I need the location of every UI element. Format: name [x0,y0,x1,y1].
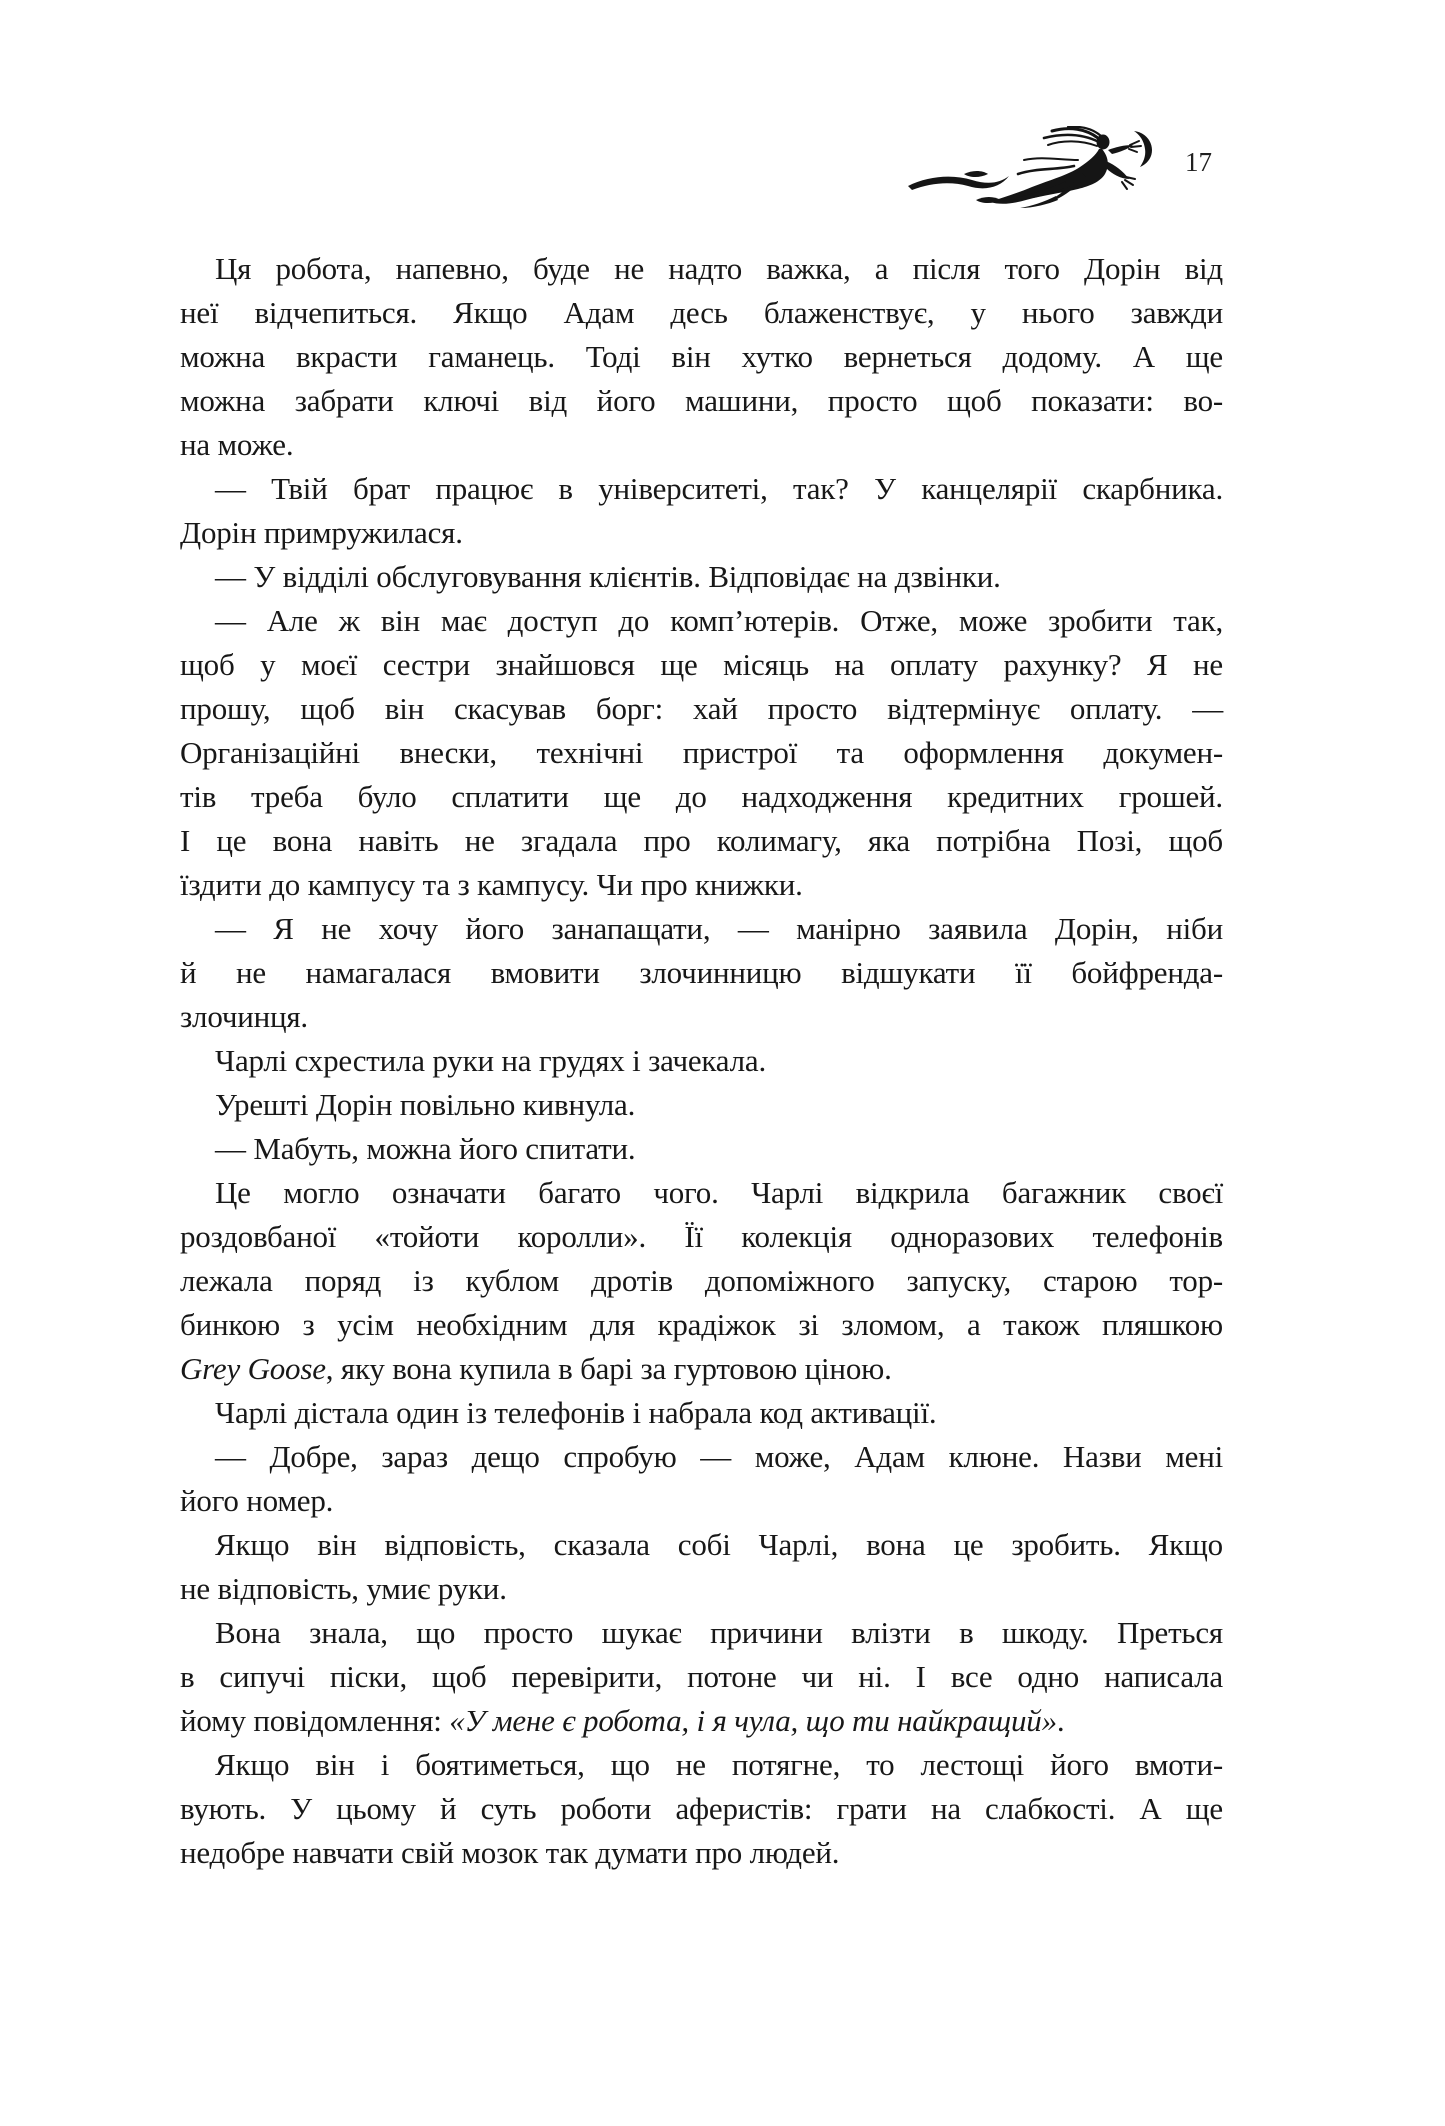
text-line [180,1743,1223,1787]
text-run: йому повідомлення: [180,1703,450,1738]
text-run: Чарлі дістала один із телефонів і набрала код активації. [215,1395,937,1430]
text-run: Це могло означати багато чого. Чарлі відкрила багажник своєї [215,1175,1223,1210]
text-line [180,1831,1223,1875]
text-run: в сипучі піски, щоб перевірити, потоне чи ні. І все одно написала [180,1659,1223,1694]
text-line [180,863,1223,907]
text-run: неї відчепиться. Якщо Адам десь блаженствує, у нього завжди [180,295,1223,330]
text-run: можна вкрасти гаманець. Тоді він хутко вернеться додому. А ще [180,339,1223,374]
text-run: не відповість, умиє руки. [180,1571,507,1606]
italic-text-run: «У мене є робота, і я чула, що ти найкращий» [449,1703,1057,1738]
paragraph [180,1039,1223,1083]
text-line [180,995,1223,1039]
text-line [180,1391,1223,1435]
text-line [180,731,1223,775]
paragraph [180,555,1223,599]
text-line [180,1655,1223,1699]
paragraph [180,907,1223,1039]
italic-text-run: Grey Goose [180,1351,326,1386]
text-line [180,1171,1223,1215]
text-line [180,599,1223,643]
text-line [180,1567,1223,1611]
paragraph [180,467,1223,555]
text-line [180,1787,1223,1831]
paragraph [180,1171,1223,1391]
text-run: його номер. [180,1483,334,1518]
text-run: І це вона навіть не згадала про колимагу, яка потрібна Позі, щоб [180,823,1223,858]
text-line [180,1083,1223,1127]
text-line [180,1127,1223,1171]
text-run: Вона знала, що просто шукає причини влізти в шкоду. Преться [215,1615,1223,1650]
paragraph [180,1083,1223,1127]
text-line [180,467,1223,511]
paragraph [180,1611,1223,1743]
text-run: тів треба було сплатити ще до надходження кредитних грошей. [180,779,1223,814]
text-line [180,1435,1223,1479]
text-line [180,1611,1223,1655]
text-run: Чарлі схрестила руки на грудях і зачекала. [215,1043,766,1078]
text-block [180,247,1223,1875]
text-run: лежала поряд із кублом дротів допоміжного запуску, старою тор- [180,1263,1223,1298]
text-line [180,643,1223,687]
text-run: щоб у моєї сестри знайшовся ще місяць на оплату рахунку? Я не [180,647,1223,682]
paragraph [180,1435,1223,1523]
paragraph [180,1391,1223,1435]
text-line [180,247,1223,291]
text-line [180,687,1223,731]
text-run: — Мабуть, можна його спитати. [215,1131,636,1166]
text-run: — Добре, зараз дещо спробую — може, Адам клюне. Назви мені [215,1439,1223,1474]
paragraph [180,1523,1223,1611]
text-run: роздовбаної «тойоти королли». Її колекція одноразових телефонів [180,1219,1223,1254]
text-run: — Але ж він має доступ до комп’ютерів. Отже, може зробити так, [215,603,1223,638]
text-run: й не намагалася вмовити злочинницю відшукати її бойфренда- [180,955,1223,990]
text-run: прошу, щоб він скасував борг: хай просто відтермінує оплату. — [180,691,1223,726]
text-line [180,291,1223,335]
text-run: недобре навчати свій мозок так думати про людей. [180,1835,840,1870]
text-run: вують. У цьому й суть роботи аферистів: грати на слабкості. А ще [180,1791,1223,1826]
text-line [180,1699,1223,1743]
text-line [180,819,1223,863]
text-line [180,1039,1223,1083]
paragraph [180,1743,1223,1875]
text-run: злочинця. [180,999,308,1034]
text-run: . [1056,1703,1065,1738]
text-run: їздити до кампусу та з кампусу. Чи про книжки. [180,867,803,902]
flying-witch-moon-icon [906,126,1154,214]
text-run: на може. [180,427,294,462]
text-line [180,1479,1223,1523]
text-run: Дорін примружилася. [180,515,463,550]
text-line [180,335,1223,379]
text-run: Якщо він відповість, сказала собі Чарлі, вона це зробить. Якщо [215,1527,1223,1562]
text-run: Урешті Дорін повільно кивнула. [215,1087,636,1122]
text-run: Організаційні внески, технічні пристрої та оформлення докумен- [180,735,1223,770]
text-line [180,951,1223,995]
text-line [180,775,1223,819]
text-run: Ця робота, напевно, буде не надто важка, а після того Дорін від [215,251,1223,286]
text-run: — Я не хочу його занапащати, — манірно заявила Дорін, ніби [215,911,1223,946]
text-run: — Твій брат працює в університеті, так? У канцелярії скарбника. [215,471,1223,506]
text-line [180,555,1223,599]
text-line [180,379,1223,423]
text-line [180,1347,1223,1391]
text-run: , яку вона купила в барі за гуртовою ціною. [325,1351,892,1386]
chapter-ornament [906,126,1154,214]
text-line [180,1259,1223,1303]
text-line [180,1523,1223,1567]
paragraph [180,1127,1223,1171]
page-number: 17 [1185,147,1212,177]
paragraph [180,599,1223,907]
paragraph [180,247,1223,467]
text-line [180,511,1223,555]
text-run: можна забрати ключі від його машини, просто щоб показати: во- [180,383,1223,418]
text-run: — У відділі обслуговування клієнтів. Відповідає на дзвінки. [215,559,1001,594]
text-line [180,907,1223,951]
text-line [180,1215,1223,1259]
text-run: Якщо він і боятиметься, що не потягне, то лестощі його вмоти- [215,1747,1223,1782]
text-run: бинкою з усім необхідним для крадіжок зі зломом, а також пляшкою [180,1307,1223,1342]
text-line [180,423,1223,467]
text-line [180,1303,1223,1347]
